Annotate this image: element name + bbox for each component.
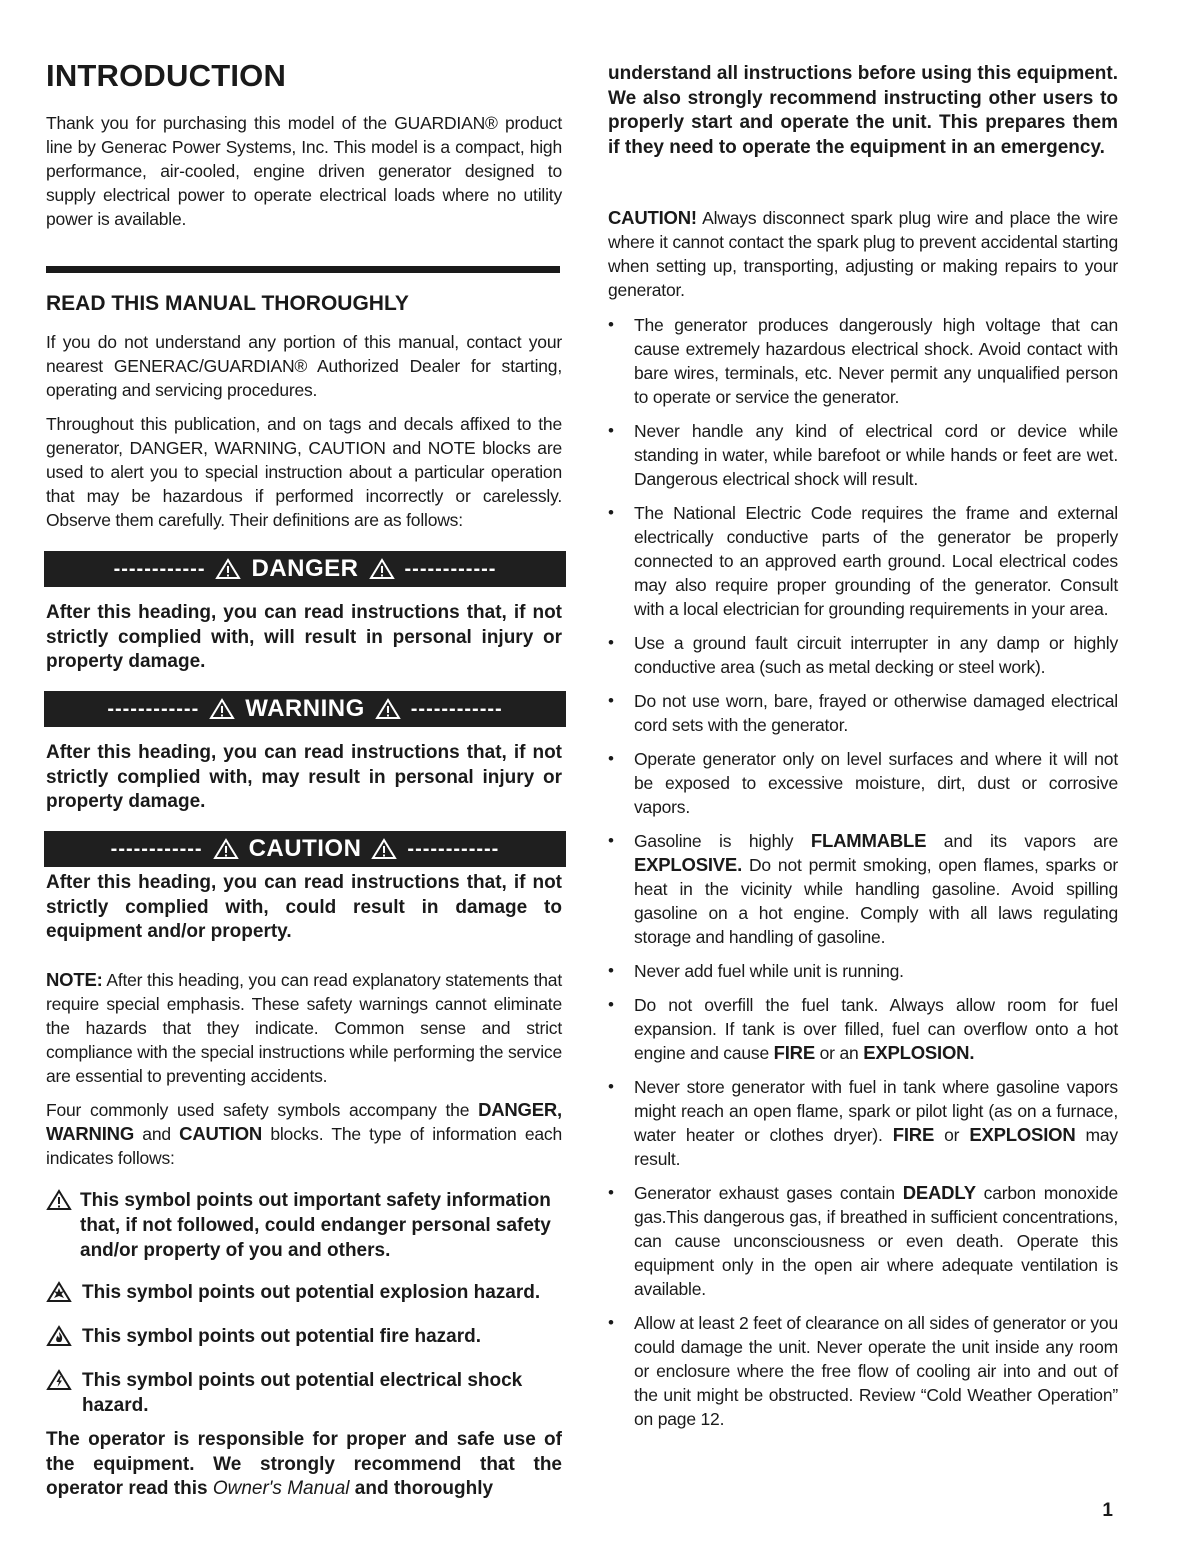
bullet-text: and its vapors are bbox=[926, 831, 1118, 851]
bullet-text: The National Electric Code requires the frame and external electrically conductive parts of the generator be properly connected to an approved earth ground. Local electrical codes may also require proper grounding of the generator. Consult with a local electrician for grounding requirements in your area. bbox=[634, 503, 1118, 619]
warning-banner bbox=[44, 691, 566, 727]
warning-triangle-icon bbox=[369, 558, 395, 580]
symbol-safety-text: This symbol points out important safety information that, if not followed, could endanger personal safety and/or property of you and others. bbox=[80, 1190, 551, 1261]
fire-emphasis: FIRE bbox=[773, 1042, 815, 1063]
read-paragraph-1: If you do not understand any portion of this manual, contact your nearest GENERAC/GUARDIAN® Authorized Dealer for starting, operating and servicing procedures. bbox=[46, 332, 562, 400]
list-item bbox=[608, 1181, 1118, 1301]
symbols-intro-text-b: blocks. The type of information each indicates follows: bbox=[46, 1124, 562, 1168]
explosion-emphasis: EXPLOSION bbox=[969, 1124, 1076, 1145]
list-item bbox=[608, 993, 1118, 1065]
list-item bbox=[608, 419, 1118, 491]
bullet-dot: • bbox=[608, 421, 614, 440]
list-item bbox=[608, 747, 1118, 819]
banner-dashes-left: ------------ bbox=[110, 837, 203, 860]
symbol-explosion-row bbox=[46, 1280, 562, 1305]
bullet-dot: • bbox=[608, 691, 614, 710]
bullet-text: Do not use worn, bare, frayed or otherwise damaged electrical cord sets with the generator. bbox=[634, 691, 1118, 735]
bullet-text: or an bbox=[814, 1043, 864, 1063]
symbol-safety-row bbox=[46, 1188, 562, 1263]
note-paragraph bbox=[46, 968, 562, 1088]
bullet-dot: • bbox=[608, 831, 614, 850]
operator-paragraph bbox=[46, 1428, 562, 1502]
bullet-dot: • bbox=[608, 1077, 614, 1096]
intro-title: INTRODUCTION bbox=[46, 58, 287, 93]
symbol-fire-text: This symbol points out potential fire hazard. bbox=[82, 1326, 482, 1347]
bullet-text: carbon monoxide gas.This dangerous gas, if breathed in sufficient concentrations, can cause unconsciousness or even death. Operate this equipment only in the open air where adequate ventilation is available. bbox=[634, 1183, 1118, 1299]
bullet-dot: • bbox=[608, 503, 614, 522]
warning-triangle-icon bbox=[371, 838, 397, 860]
danger-banner bbox=[44, 551, 566, 587]
caution-inline-label: CAUTION! bbox=[608, 207, 697, 228]
explosive-emphasis: EXPLOSIVE. bbox=[634, 854, 743, 875]
read-paragraph-2: Throughout this publication, and on tags and decals affixed to the generator, DANGER, WARNING, CAUTION and NOTE blocks are used to alert you to special instruction about a particular operation that may be hazardous if performed incorrectly or carelessly. Observe them carefully. Their definitions are as follows: bbox=[46, 414, 562, 530]
explosion-hazard-icon bbox=[46, 1281, 72, 1303]
page-number: 1 bbox=[1102, 1500, 1113, 1521]
bullet-text: Allow at least 2 feet of clearance on all sides of generator or you could damage the unit. Never operate the unit inside any room or enclosure where the free flow of cooling air into and out of the unit might be obstructed. Review “Cold Weather Operation” on page 12. bbox=[634, 1313, 1118, 1429]
caution-inline-text: Always disconnect spark plug wire and place the wire where it cannot contact the spark plug to prevent accidental starting when setting up, transporting, adjusting or making repairs to your generator. bbox=[608, 208, 1118, 300]
banner-dashes-left: ------------ bbox=[107, 697, 200, 720]
bullet-dot: • bbox=[608, 1313, 614, 1332]
list-item bbox=[608, 959, 1118, 983]
bullet-text: Generator exhaust gases contain bbox=[634, 1183, 903, 1203]
symbols-intro-text-a: Four commonly used safety symbols accompany the bbox=[46, 1100, 479, 1120]
operator-text-a: The operator is responsible for proper and safe use of the equipment. We strongly recommend that the operator read this bbox=[46, 1429, 562, 1499]
bullet-text: Gasoline is highly bbox=[634, 831, 811, 851]
bullet-dot: • bbox=[608, 749, 614, 768]
list-item bbox=[608, 631, 1118, 679]
read-manual-title: READ THIS MANUAL THOROUGHLY bbox=[46, 292, 409, 315]
safety-bullet-list bbox=[608, 313, 1118, 1431]
list-item bbox=[608, 313, 1118, 409]
warning-triangle-icon bbox=[375, 698, 401, 720]
symbols-intro-danger: DANGER, bbox=[478, 1099, 562, 1120]
operator-manual-title: Owner's Manual bbox=[212, 1478, 350, 1499]
bullet-text: Do not overfill the fuel tank. Always allow room for fuel expansion. If tank is over filled, fuel can overflow onto a hot engine and cause bbox=[634, 995, 1118, 1063]
banner-dashes-right: ------------ bbox=[407, 837, 500, 860]
symbol-fire-row bbox=[46, 1324, 562, 1349]
warning-text: After this heading, you can read instructions that, if not strictly complied with, may result in personal injury or property damage. bbox=[46, 742, 562, 812]
list-item bbox=[608, 689, 1118, 737]
warning-triangle-icon bbox=[209, 698, 235, 720]
safety-alert-icon bbox=[46, 1189, 72, 1211]
symbols-intro-warning: WARNING bbox=[46, 1123, 135, 1144]
danger-label: DANGER bbox=[251, 555, 359, 582]
fire-hazard-icon bbox=[46, 1325, 72, 1347]
warning-label: WARNING bbox=[245, 695, 365, 722]
operator-text-b: and thoroughly bbox=[349, 1478, 494, 1499]
banner-dashes-right: ------------ bbox=[410, 697, 503, 720]
intro-paragraph: Thank you for purchasing this model of the GUARDIAN® product line by Generac Power Systems, Inc. This model is a compact, high performance, air-cooled, engine driven generator designed to supply electrical power to operate electrical loads where no utility power is available. bbox=[46, 113, 562, 229]
electrical-shock-icon bbox=[46, 1369, 72, 1391]
banner-dashes-right: ------------ bbox=[404, 557, 497, 580]
banner-dashes-left: ------------ bbox=[113, 557, 206, 580]
fire-emphasis: FIRE bbox=[892, 1124, 935, 1145]
bullet-dot: • bbox=[608, 1183, 614, 1202]
bullet-dot: • bbox=[608, 315, 614, 334]
caution-paragraph bbox=[608, 206, 1118, 302]
caution-banner bbox=[44, 831, 566, 867]
bullet-dot: • bbox=[608, 961, 614, 980]
symbols-intro-caution: CAUTION bbox=[179, 1123, 263, 1144]
bullet-dot: • bbox=[608, 995, 614, 1014]
warning-triangle-icon bbox=[215, 558, 241, 580]
bullet-text: or bbox=[934, 1125, 970, 1145]
deadly-emphasis: DEADLY bbox=[902, 1182, 976, 1203]
caution-label: CAUTION bbox=[248, 835, 362, 862]
continued-paragraph: understand all instructions before using this equipment. We also strongly recommend instructing other users to properly start and operate the unit. This prepares them if they need to operate the equipment in an emergency. bbox=[608, 63, 1118, 158]
section-divider bbox=[46, 266, 560, 273]
bullet-text: Never add fuel while unit is running. bbox=[634, 961, 904, 981]
bullet-text: Never store generator with fuel in tank where gasoline vapors might reach an open flame, spark or pilot light (as on a furnace, water heater or clothes dryer). bbox=[634, 1077, 1118, 1145]
bullet-text: Operate generator only on level surfaces and where it will not be exposed to excessive moisture, dirt, dust or corrosive vapors. bbox=[634, 749, 1118, 817]
explosion-emphasis: EXPLOSION. bbox=[863, 1042, 975, 1063]
note-text: After this heading, you can read explanatory statements that require special emphasis. These safety warnings cannot eliminate the hazards that they indicate. Common sense and strict compliance with the special instructions while performing the service are essential to preventing accidents. bbox=[46, 970, 562, 1086]
bullet-text: may result. bbox=[634, 1125, 1118, 1169]
caution-text: After this heading, you can read instructions that, if not strictly complied with, could result in damage to equipment and/or property. bbox=[46, 872, 562, 942]
symbol-shock-row bbox=[46, 1368, 562, 1418]
bullet-text: Do not permit smoking, open flames, sparks or heat in the vicinity while handling gasoline. Avoid spilling gasoline on a hot engine. Comply with all laws regulating storage and handling of gasoline. bbox=[634, 855, 1118, 947]
symbols-intro bbox=[46, 1098, 562, 1170]
list-item bbox=[608, 1311, 1118, 1431]
symbol-explosion-text: This symbol points out potential explosion hazard. bbox=[82, 1282, 541, 1303]
symbols-intro-and: and bbox=[134, 1124, 180, 1144]
bullet-dot: • bbox=[608, 633, 614, 652]
list-item bbox=[608, 1075, 1118, 1171]
bullet-text: The generator produces dangerously high voltage that can cause extremely hazardous electrical shock. Avoid contact with bare wires, terminals, etc. Never permit any unqualified person to operate or service the generator. bbox=[634, 315, 1118, 407]
flammable-emphasis: FLAMMABLE bbox=[810, 830, 927, 851]
note-label: NOTE: bbox=[46, 969, 103, 990]
symbol-shock-text: This symbol points out potential electrical shock hazard. bbox=[82, 1370, 523, 1416]
danger-text: After this heading, you can read instructions that, if not strictly complied with, will result in personal injury or property damage. bbox=[46, 602, 562, 672]
warning-triangle-icon bbox=[213, 838, 239, 860]
list-item bbox=[608, 829, 1118, 949]
list-item bbox=[608, 501, 1118, 621]
bullet-text: Use a ground fault circuit interrupter in any damp or highly conductive area (such as metal decking or steel work). bbox=[634, 633, 1118, 677]
bullet-text: Never handle any kind of electrical cord or device while standing in water, while barefoot or while hands or feet are wet. Dangerous electrical shock will result. bbox=[634, 421, 1118, 489]
